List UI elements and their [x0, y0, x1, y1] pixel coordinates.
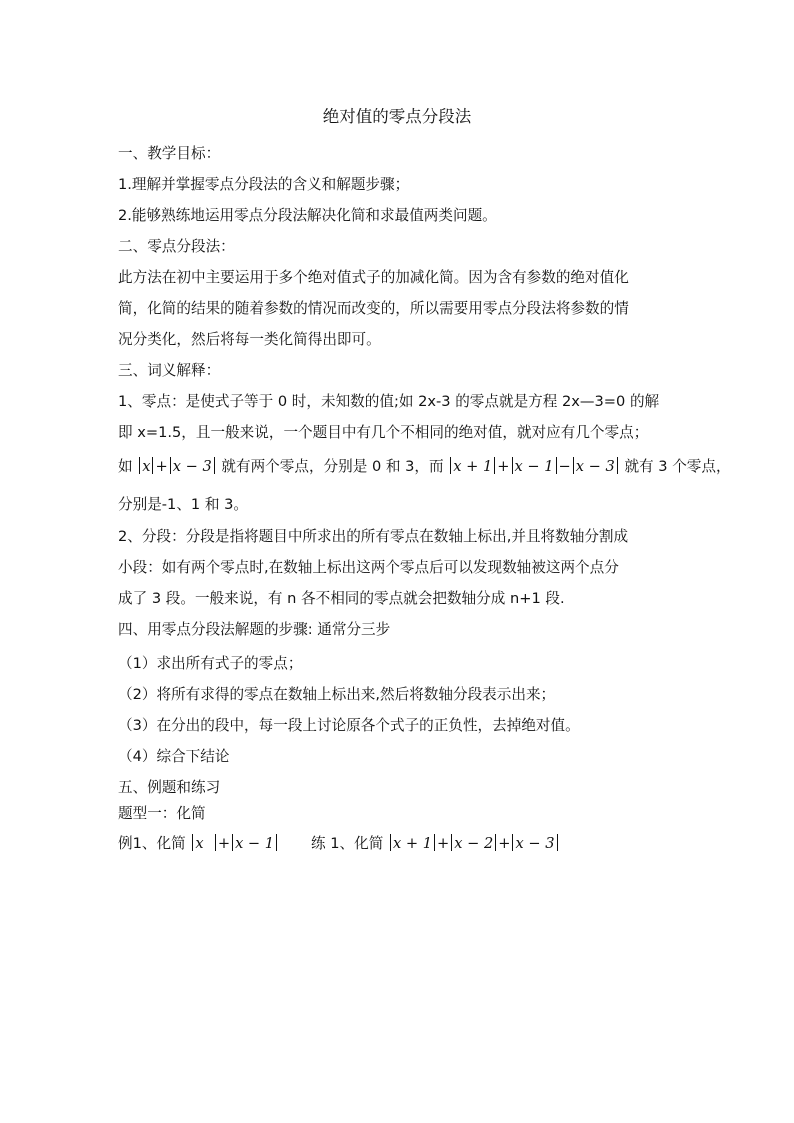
line-middle: 就有两个零点，分别是 0 和 3，而	[221, 458, 444, 475]
step-1: （1）求出所有式子的零点；	[118, 655, 303, 672]
practice-1	[311, 834, 560, 854]
example-1-label: 例1、化简	[118, 835, 186, 852]
formula-term: x − 2	[454, 835, 494, 852]
example-1	[118, 834, 279, 854]
formula-operator: +	[155, 458, 168, 475]
section-2-line-1: 此方法在初中主要运用于多个绝对值式子的加减化简。因为含有参数的绝对值化	[118, 269, 629, 286]
section-2-heading: 二、零点分段法：	[118, 238, 235, 255]
formula-example-2	[448, 458, 624, 475]
problem-type-1: 题型一：化简	[118, 805, 206, 822]
section-2-line-2: 简，化简的结果的随着参数的情况而改变的，所以需要用零点分段法将参数的情	[118, 300, 629, 317]
definition-segment-line-2: 小段：如有两个零点时,在数轴上标出这两个零点后可以发现数轴被这两个点分	[118, 559, 619, 576]
formula-term: x + 1	[392, 835, 432, 852]
section-3-heading: 三、词义解释：	[118, 362, 221, 379]
section-5-heading: 五、例题和练习	[118, 779, 221, 796]
definition-segment-line-1: 2、分段：分段是指将题目中所求出的所有零点在数轴上标出,并且将数轴分割成	[118, 528, 629, 545]
line-prefix: 如	[118, 458, 133, 475]
formula-operator: −	[558, 458, 571, 475]
definition-zero-line-4: 分别是-1、1 和 3。	[118, 496, 248, 513]
definition-zero-line-3	[118, 457, 731, 477]
formula-example-1	[137, 458, 221, 475]
formula-operator: +	[217, 835, 231, 852]
goal-item-2: 2.能够熟练地运用零点分段法解决化简和求最值两类问题。	[118, 207, 497, 224]
formula-term: x − 1	[235, 835, 275, 852]
example-1-formula	[190, 835, 279, 852]
section-4-heading: 四、用零点分段法解题的步骤: 通常分三步	[118, 621, 391, 638]
formula-term: x − 3	[172, 458, 212, 475]
formula-term: x − 1	[514, 458, 554, 475]
practice-1-formula	[388, 835, 560, 852]
section-1-heading: 一、教学目标：	[118, 145, 221, 162]
definition-segment-line-3: 成了 3 段。一般来说，有 n 各不相同的零点就会把数轴分成 n+1 段.	[118, 590, 565, 607]
step-3: （3）在分出的段中，每一段上讨论原各个式子的正负性，去掉绝对值。	[118, 717, 580, 734]
definition-zero-line-2: 即 x=1.5，且一般来说，一个题目中有几个不相同的绝对值，就对应有几个零点；	[118, 424, 649, 441]
step-2: （2）将所有求得的零点在数轴上标出来,然后将数轴分段表示出来；	[118, 686, 556, 703]
formula-term: x	[195, 835, 204, 852]
line-suffix: 就有 3 个零点，	[624, 458, 731, 475]
formula-operator: +	[497, 458, 510, 475]
formula-operator: +	[436, 835, 450, 852]
page-title: 绝对值的零点分段法	[322, 107, 472, 126]
practice-1-label: 练 1、化简	[311, 835, 384, 852]
formula-term: x	[142, 458, 151, 475]
step-4: （4）综合下结论	[118, 748, 230, 765]
section-2-line-3: 况分类化，然后将每一类化简得出即可。	[118, 331, 381, 348]
goal-item-1: 1.理解并掌握零点分段法的含义和解题步骤；	[118, 176, 410, 193]
formula-term: x − 3	[575, 458, 615, 475]
formula-term: x − 3	[515, 835, 555, 852]
formula-operator: +	[498, 835, 511, 852]
formula-term: x + 1	[453, 458, 493, 475]
definition-zero-line-1: 1、零点：是使式子等于 0 时，未知数的值;如 2x-3 的零点就是方程 2x—3=0 的解	[118, 393, 660, 410]
